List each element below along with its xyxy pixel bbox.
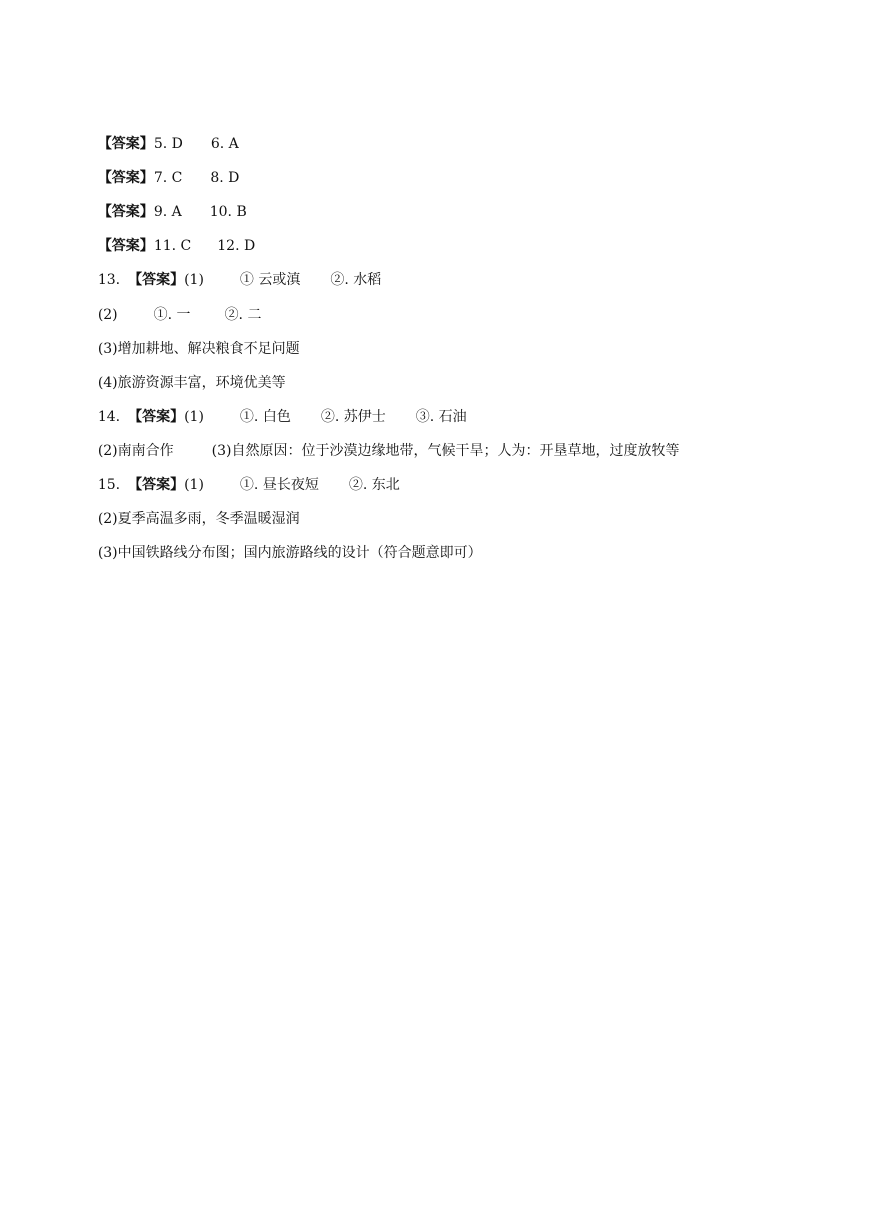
answer-line-5-6 xyxy=(80,111,239,152)
answer-15-2: (2)夏季高温多雨，冬季温暖湿润 xyxy=(97,511,300,527)
answer-6: 6. A xyxy=(210,136,239,152)
answer-15-1-2: ②. 东北 xyxy=(348,477,400,493)
answer-line-13 xyxy=(80,247,382,288)
question-number-15: 15. xyxy=(97,477,121,493)
subquestion-2: (2) xyxy=(97,307,118,323)
answer-label: 【答案】 xyxy=(97,170,154,186)
answer-12: 12. D xyxy=(217,238,256,254)
answer-label: 【答案】 xyxy=(128,272,185,288)
subquestion-1: (1) xyxy=(184,409,204,425)
answer-13-3: (3)增加耕地、解决粮食不足问题 xyxy=(97,341,300,357)
answer-14-1-1: ①. 白色 xyxy=(239,409,291,425)
answer-15-3: (3)中国铁路线分布图；国内旅游路线的设计（符合题意即可） xyxy=(97,545,482,561)
answer-label: 【答案】 xyxy=(97,204,154,220)
answer-13-2-1: ①. 一 xyxy=(153,307,191,323)
answer-line-11-12 xyxy=(80,213,256,254)
answer-10: 10. B xyxy=(209,204,247,220)
answer-label: 【答案】 xyxy=(128,409,185,425)
answer-13-1-2: ②. 水稻 xyxy=(330,272,382,288)
answer-label: 【答案】 xyxy=(128,477,185,493)
answer-13-4: (4)旅游资源丰富，环境优美等 xyxy=(97,375,286,391)
question-number-14: 14. xyxy=(97,409,121,425)
answer-line-13-3 xyxy=(80,316,300,357)
answer-line-13-4 xyxy=(80,350,286,391)
answer-9: 9. A xyxy=(153,204,182,220)
answer-line-15 xyxy=(80,452,400,493)
answer-line-7-8 xyxy=(80,145,240,186)
subquestion-1: (1) xyxy=(184,477,204,493)
answer-line-15-2 xyxy=(80,486,300,527)
answer-line-14 xyxy=(80,384,467,425)
answer-line-13-2 xyxy=(80,282,262,323)
answer-14-1-2: ②. 苏伊士 xyxy=(320,409,386,425)
answer-7: 7. C xyxy=(153,170,183,186)
answer-5: 5. D xyxy=(153,136,183,152)
question-number-13: 13. xyxy=(97,272,121,288)
answer-label: 【答案】 xyxy=(97,136,154,152)
subquestion-1: (1) xyxy=(184,272,204,288)
answer-14-2: (2)南南合作 xyxy=(97,443,174,459)
answer-13-1-1: ① 云或滇 xyxy=(239,272,301,288)
answer-line-15-3 xyxy=(80,520,482,561)
answer-line-9-10 xyxy=(80,179,247,220)
answer-15-1-1: ①. 昼长夜短 xyxy=(239,477,319,493)
answer-14-3: (3)自然原因：位于沙漠边缘地带，气候干旱；人为：开垦草地，过度放牧等 xyxy=(211,443,680,459)
answer-label: 【答案】 xyxy=(97,238,154,254)
answer-8: 8. D xyxy=(210,170,240,186)
answer-14-1-3: ③. 石油 xyxy=(415,409,467,425)
answer-line-14-2-3 xyxy=(80,418,680,459)
answer-13-2-2: ②. 二 xyxy=(224,307,262,323)
answer-11: 11. C xyxy=(153,238,192,254)
